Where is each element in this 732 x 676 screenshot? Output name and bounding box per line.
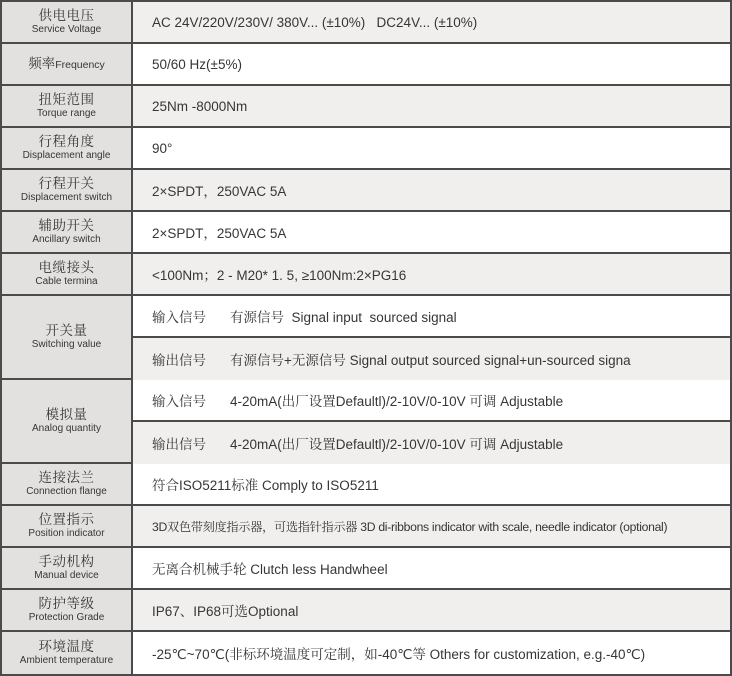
row-label-en: Switching value <box>31 339 102 350</box>
row-protection-grade <box>2 590 730 632</box>
row-label-zh: 手动机构 <box>38 554 95 570</box>
row-label <box>2 296 133 378</box>
row-label-zh: 供电电压 <box>38 8 95 24</box>
row-analog-quantity <box>2 380 730 464</box>
sub-row-text: 有源信号 Signal input sourced signal <box>230 310 457 325</box>
row-label-en: Position indicator <box>28 528 105 539</box>
row-ambient-temperature <box>2 632 730 674</box>
sub-row-text: 有源信号+无源信号 Signal output sourced signal+un-sourced signa <box>230 353 631 368</box>
row-frequency <box>2 44 730 86</box>
sub-row-key: 输入信号 <box>152 394 206 409</box>
row-value: 25Nm -8000Nm <box>133 86 730 126</box>
row-label-en: Ancillary switch <box>32 234 101 245</box>
row-value: 50/60 Hz(±5%) <box>133 44 730 84</box>
row-label <box>2 254 133 294</box>
row-connection-flange <box>2 464 730 506</box>
row-displacement-angle <box>2 128 730 170</box>
row-label-en: Cable termina <box>35 276 98 287</box>
row-label-zh: 行程开关 <box>38 176 95 192</box>
row-label <box>2 590 133 630</box>
row-label-zh: 辅助开关 <box>38 218 95 234</box>
row-label-zh: 连接法兰 <box>38 470 95 486</box>
row-value: IP67、IP68可选Optional <box>133 590 730 630</box>
row-value: 符合ISO5211标准 Comply to ISO5211 <box>133 464 730 504</box>
row-label-zh: 模拟量 <box>45 407 88 423</box>
row-label-zh: 开关量 <box>45 323 88 339</box>
row-displacement-switch <box>2 170 730 212</box>
sub-row-output-signal <box>133 422 730 464</box>
row-label-en: Protection Grade <box>28 612 105 623</box>
row-cable-terminal <box>2 254 730 296</box>
row-label-en: Torque range <box>37 108 96 119</box>
row-value: 2×SPDT，250VAC 5A <box>133 212 730 252</box>
row-value: -25℃~70℃(非标环境温度可定制，如-40℃等 Others for customization, e.g.-40℃) <box>133 632 730 674</box>
row-label <box>2 170 133 210</box>
sub-row-text: 4-20mA(出厂设置Defaultl)/2-10V/0-10V 可调 Adjustable <box>230 437 564 452</box>
sub-row-input-signal <box>133 296 730 338</box>
sub-row-key: 输出信号 <box>152 353 206 368</box>
sub-row-text: 4-20mA(出厂设置Defaultl)/2-10V/0-10V 可调 Adjustable <box>230 394 564 409</box>
row-label <box>2 128 133 168</box>
row-label-en: Service Voltage <box>31 24 102 35</box>
row-label <box>2 548 133 588</box>
row-label-zh: 电缆接头 <box>38 260 95 276</box>
row-value: 3D双色带刻度指示器，可选指针指示器 3D di-ribbons indicator with scale, needle indicator (optional) <box>133 506 730 546</box>
row-manual-device <box>2 548 730 590</box>
row-value: 无离合机械手轮 Clutch less Handwheel <box>133 548 730 588</box>
row-value: AC 24V/220V/230V/ 380V... (±10%) DC24V... (±10%) <box>133 2 730 42</box>
row-label <box>2 86 133 126</box>
row-label-zh: 环境温度 <box>38 639 95 655</box>
row-label-en: Manual device <box>34 570 99 581</box>
row-label-zh: 扭矩范围 <box>38 92 95 108</box>
row-label-en: Displacement switch <box>20 192 113 203</box>
row-label <box>2 506 133 546</box>
row-label <box>2 380 133 462</box>
row-label-en: Frequency <box>55 58 105 71</box>
row-value: <100Nm；2 - M20* 1. 5, ≥100Nm:2×PG16 <box>133 254 730 294</box>
sub-row-output-signal <box>133 338 730 380</box>
row-ancillary-switch <box>2 212 730 254</box>
row-label-en: Connection flange <box>26 486 107 497</box>
sub-rows <box>133 296 730 378</box>
row-label-zh: 防护等级 <box>38 596 95 612</box>
row-label <box>2 464 133 504</box>
row-label <box>2 632 133 674</box>
row-torque-range <box>2 86 730 128</box>
row-switching-value <box>2 296 730 380</box>
row-label-zh: 行程角度 <box>38 134 95 150</box>
row-position-indicator <box>2 506 730 548</box>
row-label <box>2 2 133 42</box>
sub-rows <box>133 380 730 462</box>
sub-row-key: 输出信号 <box>152 437 206 452</box>
sub-row-key: 输入信号 <box>152 310 206 325</box>
sub-row-input-signal <box>133 380 730 422</box>
row-label-en: Displacement angle <box>22 150 111 161</box>
row-label-en: Analog quantity <box>32 423 101 434</box>
row-value: 2×SPDT，250VAC 5A <box>133 170 730 210</box>
row-label <box>2 44 133 84</box>
row-label-zh: 频率 <box>28 56 56 72</box>
row-label-zh: 位置指示 <box>38 512 95 528</box>
row-value: 90° <box>133 128 730 168</box>
row-service-voltage <box>2 2 730 44</box>
row-label-en: Ambient temperature <box>19 655 114 666</box>
row-label <box>2 212 133 252</box>
